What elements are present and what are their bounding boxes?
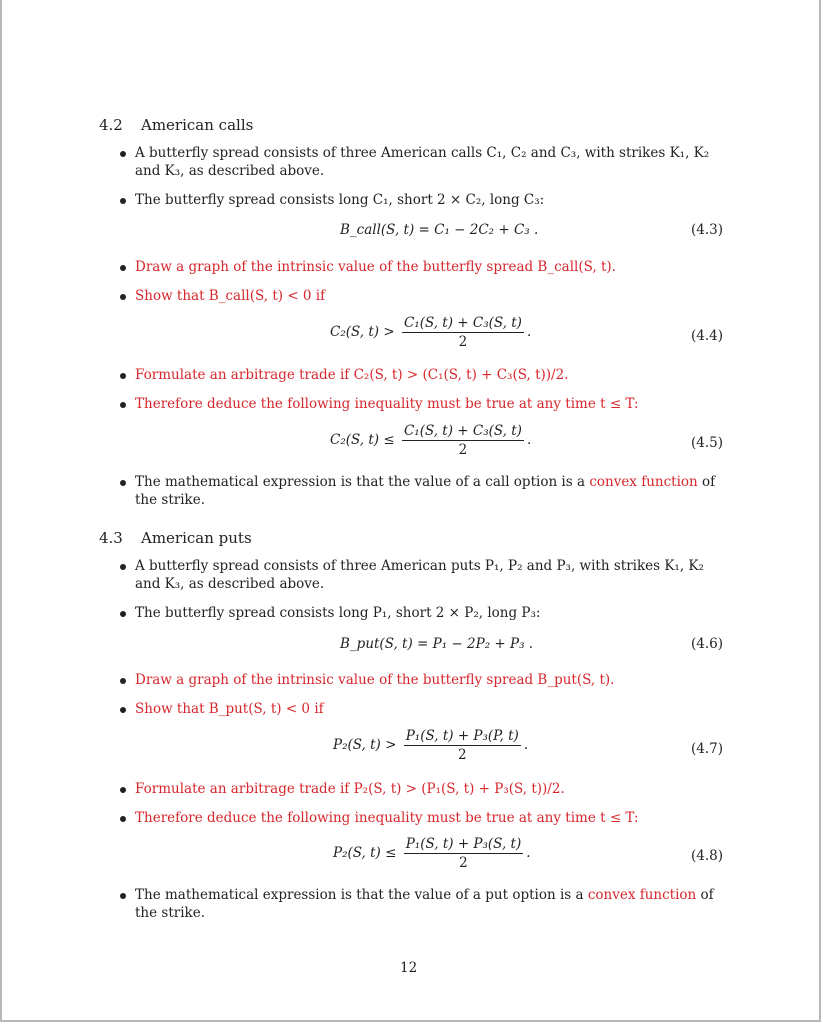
bullet-icon [120,294,126,300]
equation-end: . [526,432,532,448]
equation [333,836,531,871]
equation-number: (4.3) [691,222,724,238]
bullet-text: Draw a graph of the intrinsic value of the butterfly spread B_call(S, t). [135,259,616,275]
bullet-text: Formulate an arbitrage trade if C₂(S, t) > (C₁(S, t) + C₃(S, t))/2. [135,367,569,383]
equation-lhs: C₂(S, t) ≤ [330,432,395,448]
bullet-icon [120,480,126,486]
section-title: American calls [141,116,254,134]
bullet-text: Formulate an arbitrage trade if P₂(S, t) > (P₁(S, t) + P₃(S, t))/2. [135,781,565,797]
list-item [120,144,725,180]
equation-number: (4.4) [691,328,724,344]
section-heading-4-3 [99,529,252,547]
fraction-numerator: P₁(S, t) + P₃(S, t) [405,836,522,852]
equation [330,423,531,458]
equation-lhs: P₂(S, t) ≤ [333,845,397,861]
bullet-text: A butterfly spread consists of three American puts P₁, P₂ and P₃, with strikes K₁, K₂ and K₃, as described above. [135,558,704,592]
bullet-text: The butterfly spread consists long C₁, short 2 × C₂, long C₃: [135,192,545,208]
list-item [120,886,725,922]
equation-lhs: P₂(S, t) > [333,737,397,753]
equation-end: . [523,737,529,753]
fraction-denominator: 2 [459,855,468,871]
fraction [402,423,524,458]
bullet-text: A butterfly spread consists of three American calls C₁, C₂ and C₃, with strikes K₁, K₂ and K₃, as described above. [135,145,710,179]
section-heading-4-2 [99,116,253,134]
equation-number: (4.6) [691,636,724,652]
page-number: 12 [400,960,418,976]
section-title: American puts [141,529,252,547]
equation-end: . [526,324,532,340]
bullet-text [135,886,725,922]
bullet-text: Draw a graph of the intrinsic value of the butterfly spread B_put(S, t). [135,672,615,688]
bullet-text: The butterfly spread consists long P₁, short 2 × P₂, long P₃: [135,605,541,621]
bullet-text: Show that B_put(S, t) < 0 if [135,701,324,717]
highlight-text: convex function [587,887,697,903]
bullet-icon [120,893,126,899]
equation: B_call(S, t) = C₁ − 2C₂ + C₃ . [340,222,539,238]
equation: B_put(S, t) = P₁ − 2P₂ + P₃ . [340,636,534,652]
fraction-numerator: P₁(S, t) + P₃(P, t) [405,728,519,744]
equation-end: . [526,845,531,861]
section-number: 4.2 [99,116,123,134]
bullet-text: Show that B_call(S, t) < 0 if [135,288,326,304]
bullet-icon [120,678,126,684]
fraction-numerator: C₁(S, t) + C₃(S, t) [403,315,522,331]
text-part: The mathematical expression is that the value of a put option is a [135,887,588,903]
bullet-icon [120,707,126,713]
fraction-numerator: C₁(S, t) + C₃(S, t) [403,423,522,439]
equation-lhs: C₂(S, t) > [330,324,395,340]
bullet-icon [120,373,126,379]
equation [333,728,528,763]
fraction-denominator: 2 [458,442,468,458]
fraction [404,728,521,763]
bullet-icon [120,265,126,271]
highlight-text: convex function [589,474,698,490]
text-part: of the strike. [135,887,714,921]
bullet-icon [120,611,126,617]
bullet-icon [120,564,126,570]
equation [330,315,531,350]
text-part: of the strike. [135,474,716,508]
equation-number: (4.7) [691,741,724,757]
bullet-icon [120,787,126,793]
bullet-text [135,473,725,509]
bullet-text: Therefore deduce the following inequality must be true at any time t ≤ T: [135,396,639,412]
fraction [404,836,524,871]
bullet-icon [120,151,126,157]
bullet-text: Therefore deduce the following inequality must be true at any time t ≤ T: [135,810,639,826]
fraction-denominator: 2 [458,334,468,350]
fraction-denominator: 2 [457,747,467,763]
text-part: The mathematical expression is that the value of a call option is a [135,474,590,490]
bullet-icon [120,402,126,408]
list-item [120,473,725,509]
bullet-icon [120,198,126,204]
fraction [402,315,524,350]
bullet-icon [120,816,126,822]
list-item [120,557,725,593]
equation-number: (4.5) [691,435,724,451]
equation-number: (4.8) [691,848,724,864]
section-number: 4.3 [99,529,123,547]
